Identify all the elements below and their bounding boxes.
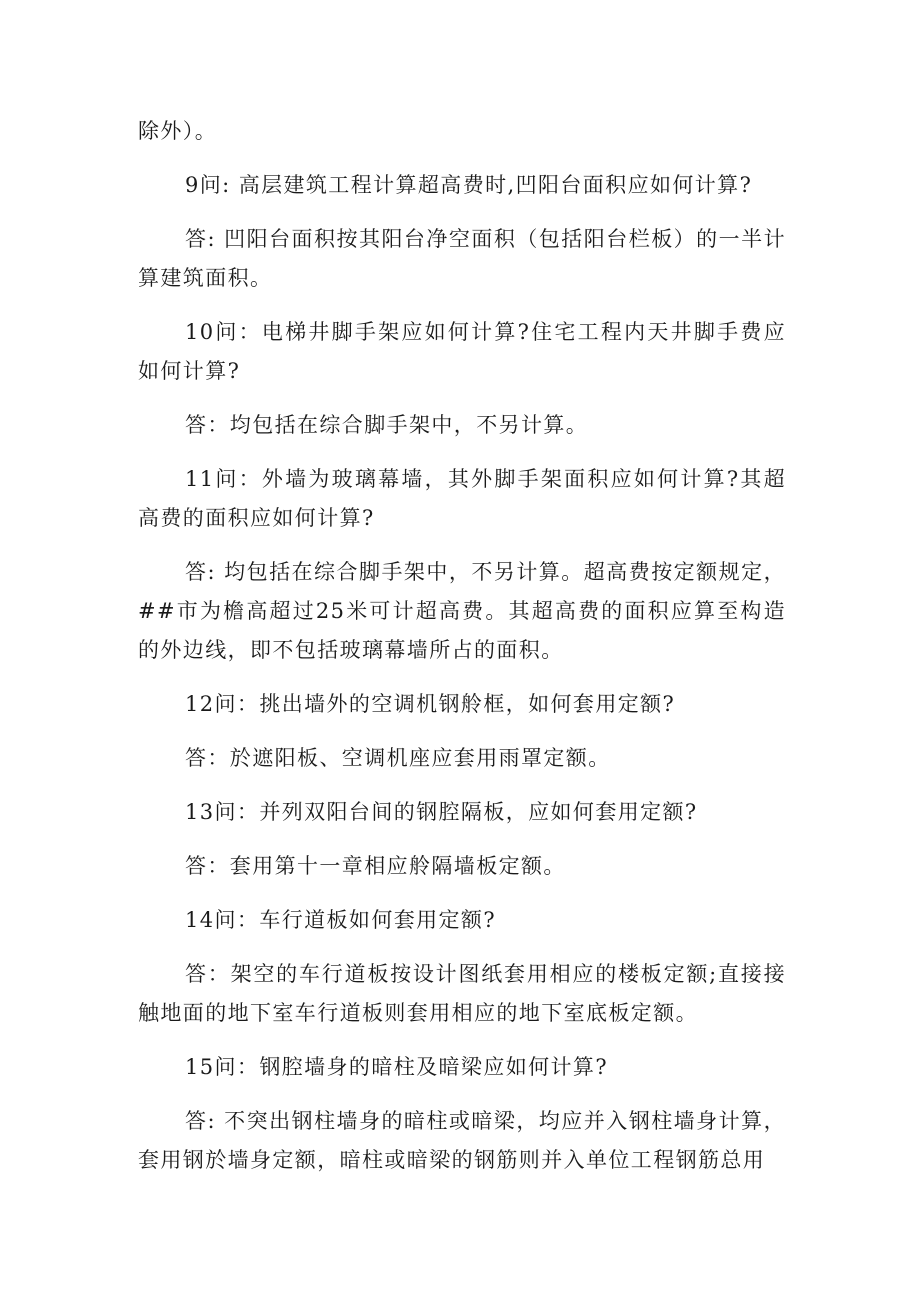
- question-13: 13问：并列双阳台间的钢腔隔板，应如何套用定额?: [185, 800, 698, 824]
- answer-13: 答：套用第十一章相应舲隔墙板定额。: [185, 854, 566, 878]
- continuation-paragraph: 除外）。: [138, 119, 218, 143]
- answer-11: 答: 均包括在综合脚手架中，不另计算。超高费按定额规定，##市为檐高超过25米可计超高费。其超高费的面积应算至构造的外边线，即不包括玻璃幕墙所占的面积。: [138, 560, 786, 662]
- answer-10: 答：均包括在综合脚手架中，不另计算。: [185, 413, 589, 437]
- answer-14: 答：架空的车行道板按设计图纸套用相应的楼板定额;直接接触地面的地下室车行道板则套用相应的地下室底板定额。: [138, 962, 786, 1025]
- question-11: 11问：外墙为玻璃幕墙，其外脚手架面积应如何计算?其超高费的面积应如何计算?: [138, 467, 786, 530]
- answer-12: 答：於遮阳板、空调机座应套用雨罩定额。: [185, 746, 611, 770]
- question-12: 12问：挑出墙外的空调机钢舲框，如何套用定额?: [185, 692, 676, 716]
- question-15: 15问：钢腔墙身的暗柱及暗梁应如何计算?: [185, 1055, 608, 1079]
- question-14: 14问：车行道板如何套用定额?: [185, 908, 496, 932]
- answer-9: 答: 凹阳台面积按其阳台净空面积（包括阳台栏板）的一半计算建筑面积。: [138, 227, 786, 290]
- document-page: [138, 112, 786, 1195]
- question-10: 10问：电梯井脚手架应如何计算?住宅工程内天井脚手费应如何计算?: [138, 320, 786, 383]
- question-9: 9问: 高层建筑工程计算超高费时,凹阳台面积应如何计算?: [185, 173, 753, 197]
- answer-15: 答: 不突出钢柱墙身的暗柱或暗梁，均应并入钢柱墙身计算，套用钢於墙身定额，暗柱或暗梁的钢筋则并入单位工程钢筋总用: [138, 1109, 786, 1172]
